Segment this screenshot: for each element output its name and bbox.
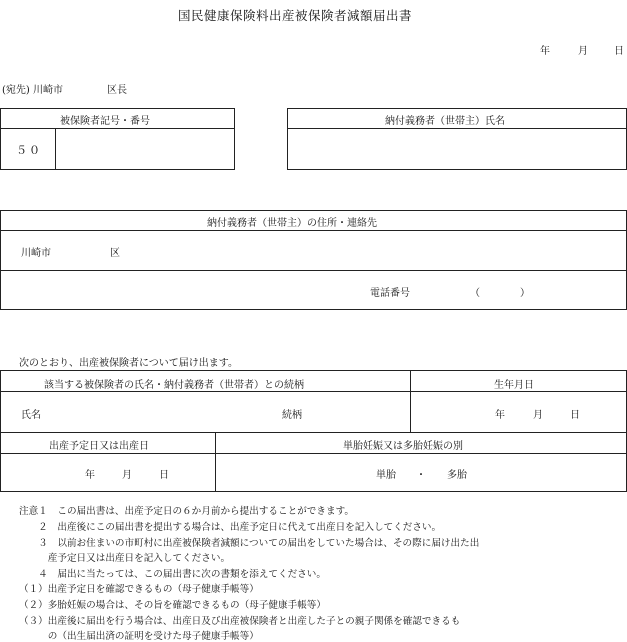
- birth-month-label: 月: [533, 410, 543, 421]
- note-item-3-cont: の（出生届出済の証明を受けた母子健康手帳等）: [19, 631, 259, 642]
- note-line-1: 注意１ この届出書は、出産予定日の６か月前から提出することができます。: [19, 506, 355, 517]
- insured-name-input[interactable]: [50, 395, 270, 428]
- relation-label: 続柄: [282, 410, 302, 421]
- note-line-2: ２ 出産後にこの届出書を提出する場合は、出産予定日に代えて出産日を記入してください。: [19, 522, 442, 533]
- date-month-label: 月: [578, 46, 588, 57]
- phone-label: 電話番号: [370, 288, 410, 299]
- due-date-input[interactable]: [4, 456, 211, 489]
- note-item-2: （２）多胎妊娠の場合は、その旨を確認できるもの（母子健康手帳等）: [19, 600, 326, 611]
- note-item-3: （３）出産後に届出を行う場合は、出産日及び出産被保険者と出産した子との親子関係を確認できるも: [19, 616, 461, 627]
- phone-input[interactable]: [420, 274, 620, 306]
- multiple-option[interactable]: 多胎: [447, 470, 467, 481]
- birth-year-label: 年: [495, 410, 505, 421]
- insured-number-input[interactable]: [57, 130, 233, 168]
- date-day-label: 日: [614, 46, 624, 57]
- note-line-5: ４ 届出に当たっては、この届出書に次の書類を添えてください。: [19, 569, 326, 580]
- note-item-1: （１）出産予定日を確認できるもの（母子健康手帳等）: [19, 584, 259, 595]
- birth-date-input[interactable]: [414, 395, 622, 428]
- payer-name-input[interactable]: [289, 130, 625, 168]
- payer-name-header: 納付義務者（世帯主）氏名: [385, 116, 505, 127]
- option-separator: ・: [416, 470, 426, 481]
- addressee-suffix: 区長: [107, 85, 127, 96]
- address-ward: 区: [110, 248, 120, 259]
- due-year-label: 年: [85, 470, 95, 481]
- relation-header: 該当する被保険者の氏名・納付義務者（世帯者）との続柄: [44, 380, 304, 391]
- addressee-prefix: (宛先) 川崎市: [2, 85, 63, 96]
- single-option[interactable]: 単胎: [376, 470, 396, 481]
- birth-header: 生年月日: [494, 380, 534, 391]
- insured-number-header: 被保険者記号・番号: [60, 116, 150, 127]
- address-city: 川崎市: [21, 248, 51, 259]
- payer-address-header: 納付義務者（世帯主）の住所・連絡先: [207, 218, 377, 229]
- page-title: 国民健康保険料出産被保険者減額届出書: [178, 8, 413, 23]
- name-label: 氏名: [21, 410, 41, 421]
- due-month-label: 月: [122, 470, 132, 481]
- date-year-label: 年: [540, 46, 550, 57]
- phone-paren: （ ）: [470, 288, 530, 299]
- note-line-3: ３ 以前お住まいの市町村に出産被保険者減額についての届出をしていた場合は、その際に届け出た出: [19, 538, 480, 549]
- due-date-header: 出産予定日又は出産日: [49, 441, 149, 452]
- birth-day-label: 日: [570, 410, 580, 421]
- pregnancy-type-header: 単胎妊娠又は多胎妊娠の別: [343, 441, 463, 452]
- due-day-label: 日: [159, 470, 169, 481]
- relation-input[interactable]: [312, 395, 406, 428]
- insured-number-prefix: ５０: [16, 144, 42, 157]
- declaration-text: 次のとおり、出産被保険者について届け出ます。: [19, 358, 238, 369]
- note-line-4: 産予定日又は出産日を記入してください。: [19, 553, 231, 564]
- address-input[interactable]: [125, 234, 620, 266]
